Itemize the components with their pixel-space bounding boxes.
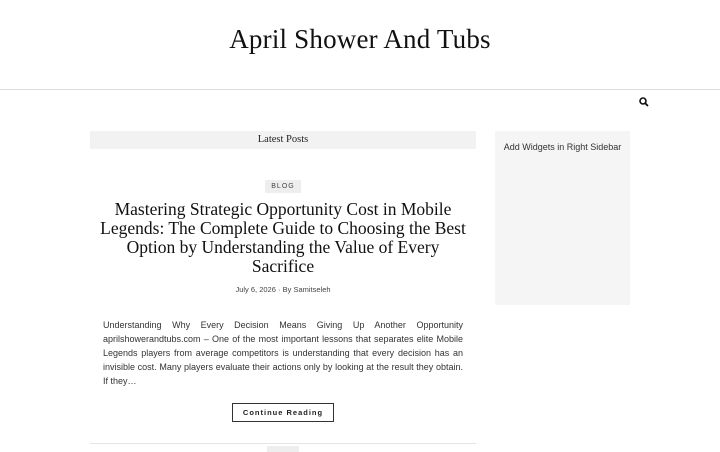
site-header: [0, 0, 720, 90]
latest-posts-heading: Latest Posts: [90, 131, 476, 149]
post-author[interactable]: Samitseleh: [293, 285, 331, 294]
site-title[interactable]: April Shower And Tubs: [229, 24, 491, 54]
main-content: [90, 131, 476, 444]
nav-bar: [0, 90, 720, 112]
post-title[interactable]: Mastering Strategic Opportunity Cost in Mobile Legends: The Complete Guide to Choosing the Best Option by Understanding the Value of Every Sacrifice: [100, 199, 466, 276]
post-excerpt: Understanding Why Every Decision Means Giving Up Another Opportunity aprilshowerandtubs.com – One of the most important lessons that separates elite Mobile Legends players from average competitors is understanding that every decision has an invisible cost. Many players evaluate their actions only by looking at the result they obtain. If they…: [103, 320, 463, 386]
category-badge[interactable]: BLOG: [265, 180, 300, 193]
sidebar-widget-placeholder: Add Widgets in Right Sidebar: [503, 142, 622, 152]
right-sidebar: [495, 131, 630, 305]
post-divider: [90, 443, 476, 444]
post-card: [90, 149, 476, 444]
post-by-label: · By: [278, 285, 292, 294]
post-meta: [90, 285, 476, 294]
post-date: July 6, 2026: [235, 285, 276, 294]
continue-reading-button[interactable]: Continue Reading: [232, 403, 334, 422]
next-post-category-badge[interactable]: [267, 446, 299, 452]
search-icon[interactable]: [637, 95, 651, 109]
